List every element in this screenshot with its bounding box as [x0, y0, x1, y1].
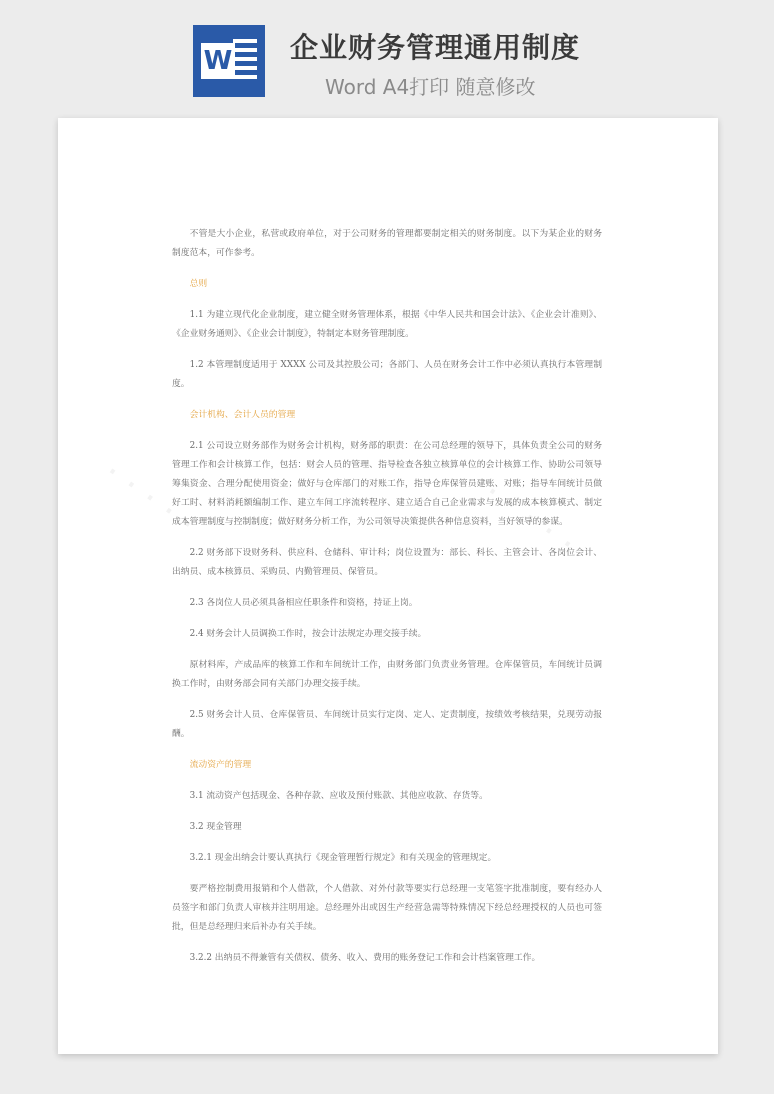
body-paragraph: 不管是大小企业，私营或政府单位，对于公司财务的管理都要制定相关的财务制度。以下为某企业的财务制度范本，可作参考。	[172, 229, 602, 258]
section-heading: 会计机构、会计人员的管理	[189, 410, 296, 420]
body-paragraph: 3.2 现金管理	[189, 822, 242, 832]
body-paragraph: 原材料库，产成品库的核算工作和车间统计工作，由财务部门负责业务管理。仓库保管员，车间统计员调换工作时，由财务部会同有关部门办理交接手续。	[172, 660, 602, 689]
body-paragraph: 1.1 为建立现代化企业制度，建立健全财务管理体系，根据《中华人民共和国会计法》、《企业会计准则》、《企业财务通则》、《企业会计制度》，特制定本财务管理制度。	[172, 310, 602, 339]
page-title: 企业财务管理通用制度	[290, 31, 581, 64]
watermark: · · · · ·	[95, 452, 204, 545]
word-document-icon	[193, 25, 265, 97]
document-body	[172, 225, 602, 980]
body-paragraph: 1.2 本管理制度适用于 XXXX 公司及其控股公司；各部门、人员在财务会计工作中必须认真执行本管理制度。	[172, 360, 602, 389]
document-page	[58, 118, 718, 1054]
body-paragraph: 要严格控制费用报销和个人借款，个人借款、对外付款等要实行总经理一支笔签字批准制度，要有经办人员签字和部门负责人审核并注明用途。总经理外出或因生产经营急需等特殊情况下经总经理授权的人员也可签批，但是总经理归来后补办有关手续。	[172, 884, 602, 932]
word-letter-box	[201, 43, 235, 79]
body-paragraph: 3.2.1 现金出纳会计要认真执行《现金管理暂行规定》和有关现金的管理规定。	[189, 853, 497, 863]
document-lines-icon	[233, 39, 257, 84]
section-heading: 总则	[189, 279, 208, 289]
body-paragraph: 2.3 各岗位人员必须具备相应任职条件和资格，持证上岗。	[189, 598, 418, 608]
section-heading: 流动资产的管理	[189, 760, 252, 770]
word-letter: W	[203, 46, 233, 76]
body-paragraph: 2.4 财务会计人员调换工作时，按会计法规定办理交接手续。	[189, 629, 427, 639]
document-header	[0, 0, 774, 118]
watermark: · · · · ·	[475, 472, 584, 565]
body-paragraph: 3.2.2 出纳员不得兼管有关债权、债务、收入、费用的账务登记工作和会计档案管理工作。	[189, 953, 541, 963]
body-paragraph: 2.2 财务部下设财务科、供应科、仓储科、审计科；岗位设置为：部长、科长、主管会计、各岗位会计、出纳员、成本核算员、采购员、内勤管理员、保管员。	[172, 548, 602, 577]
body-paragraph: 2.5 财务会计人员、仓库保管员、车间统计员实行定岗、定人、定责制度，按绩效考核结果，兑现劳动报酬。	[172, 710, 602, 739]
page-subtitle: Word A4打印 随意修改	[325, 75, 536, 99]
body-paragraph: 2.1 公司设立财务部作为财务会计机构，财务部的职责：在公司总经理的领导下，具体负责全公司的财务管理工作和会计核算工作，包括：财会人员的管理、指导检查各独立核算单位的会计核算工作、协助公司领导筹集资金、合理分配使用资金；做好与仓库部门的对账工作，指导仓库保管员建账、对账；指导车间统计员做好工时、材料消耗额编制工作、建立车间工序流转程序、建立适合自己企业需求与发展的成本核算模式、制定成本管理制度与控制制度；做好财务分析工作，为公司领导决策提供各种信息资料，当好领导的参谋。	[172, 441, 602, 527]
body-paragraph: 3.1 流动资产包括现金、各种存款、应收及预付账款、其他应收款、存货等。	[189, 791, 488, 801]
